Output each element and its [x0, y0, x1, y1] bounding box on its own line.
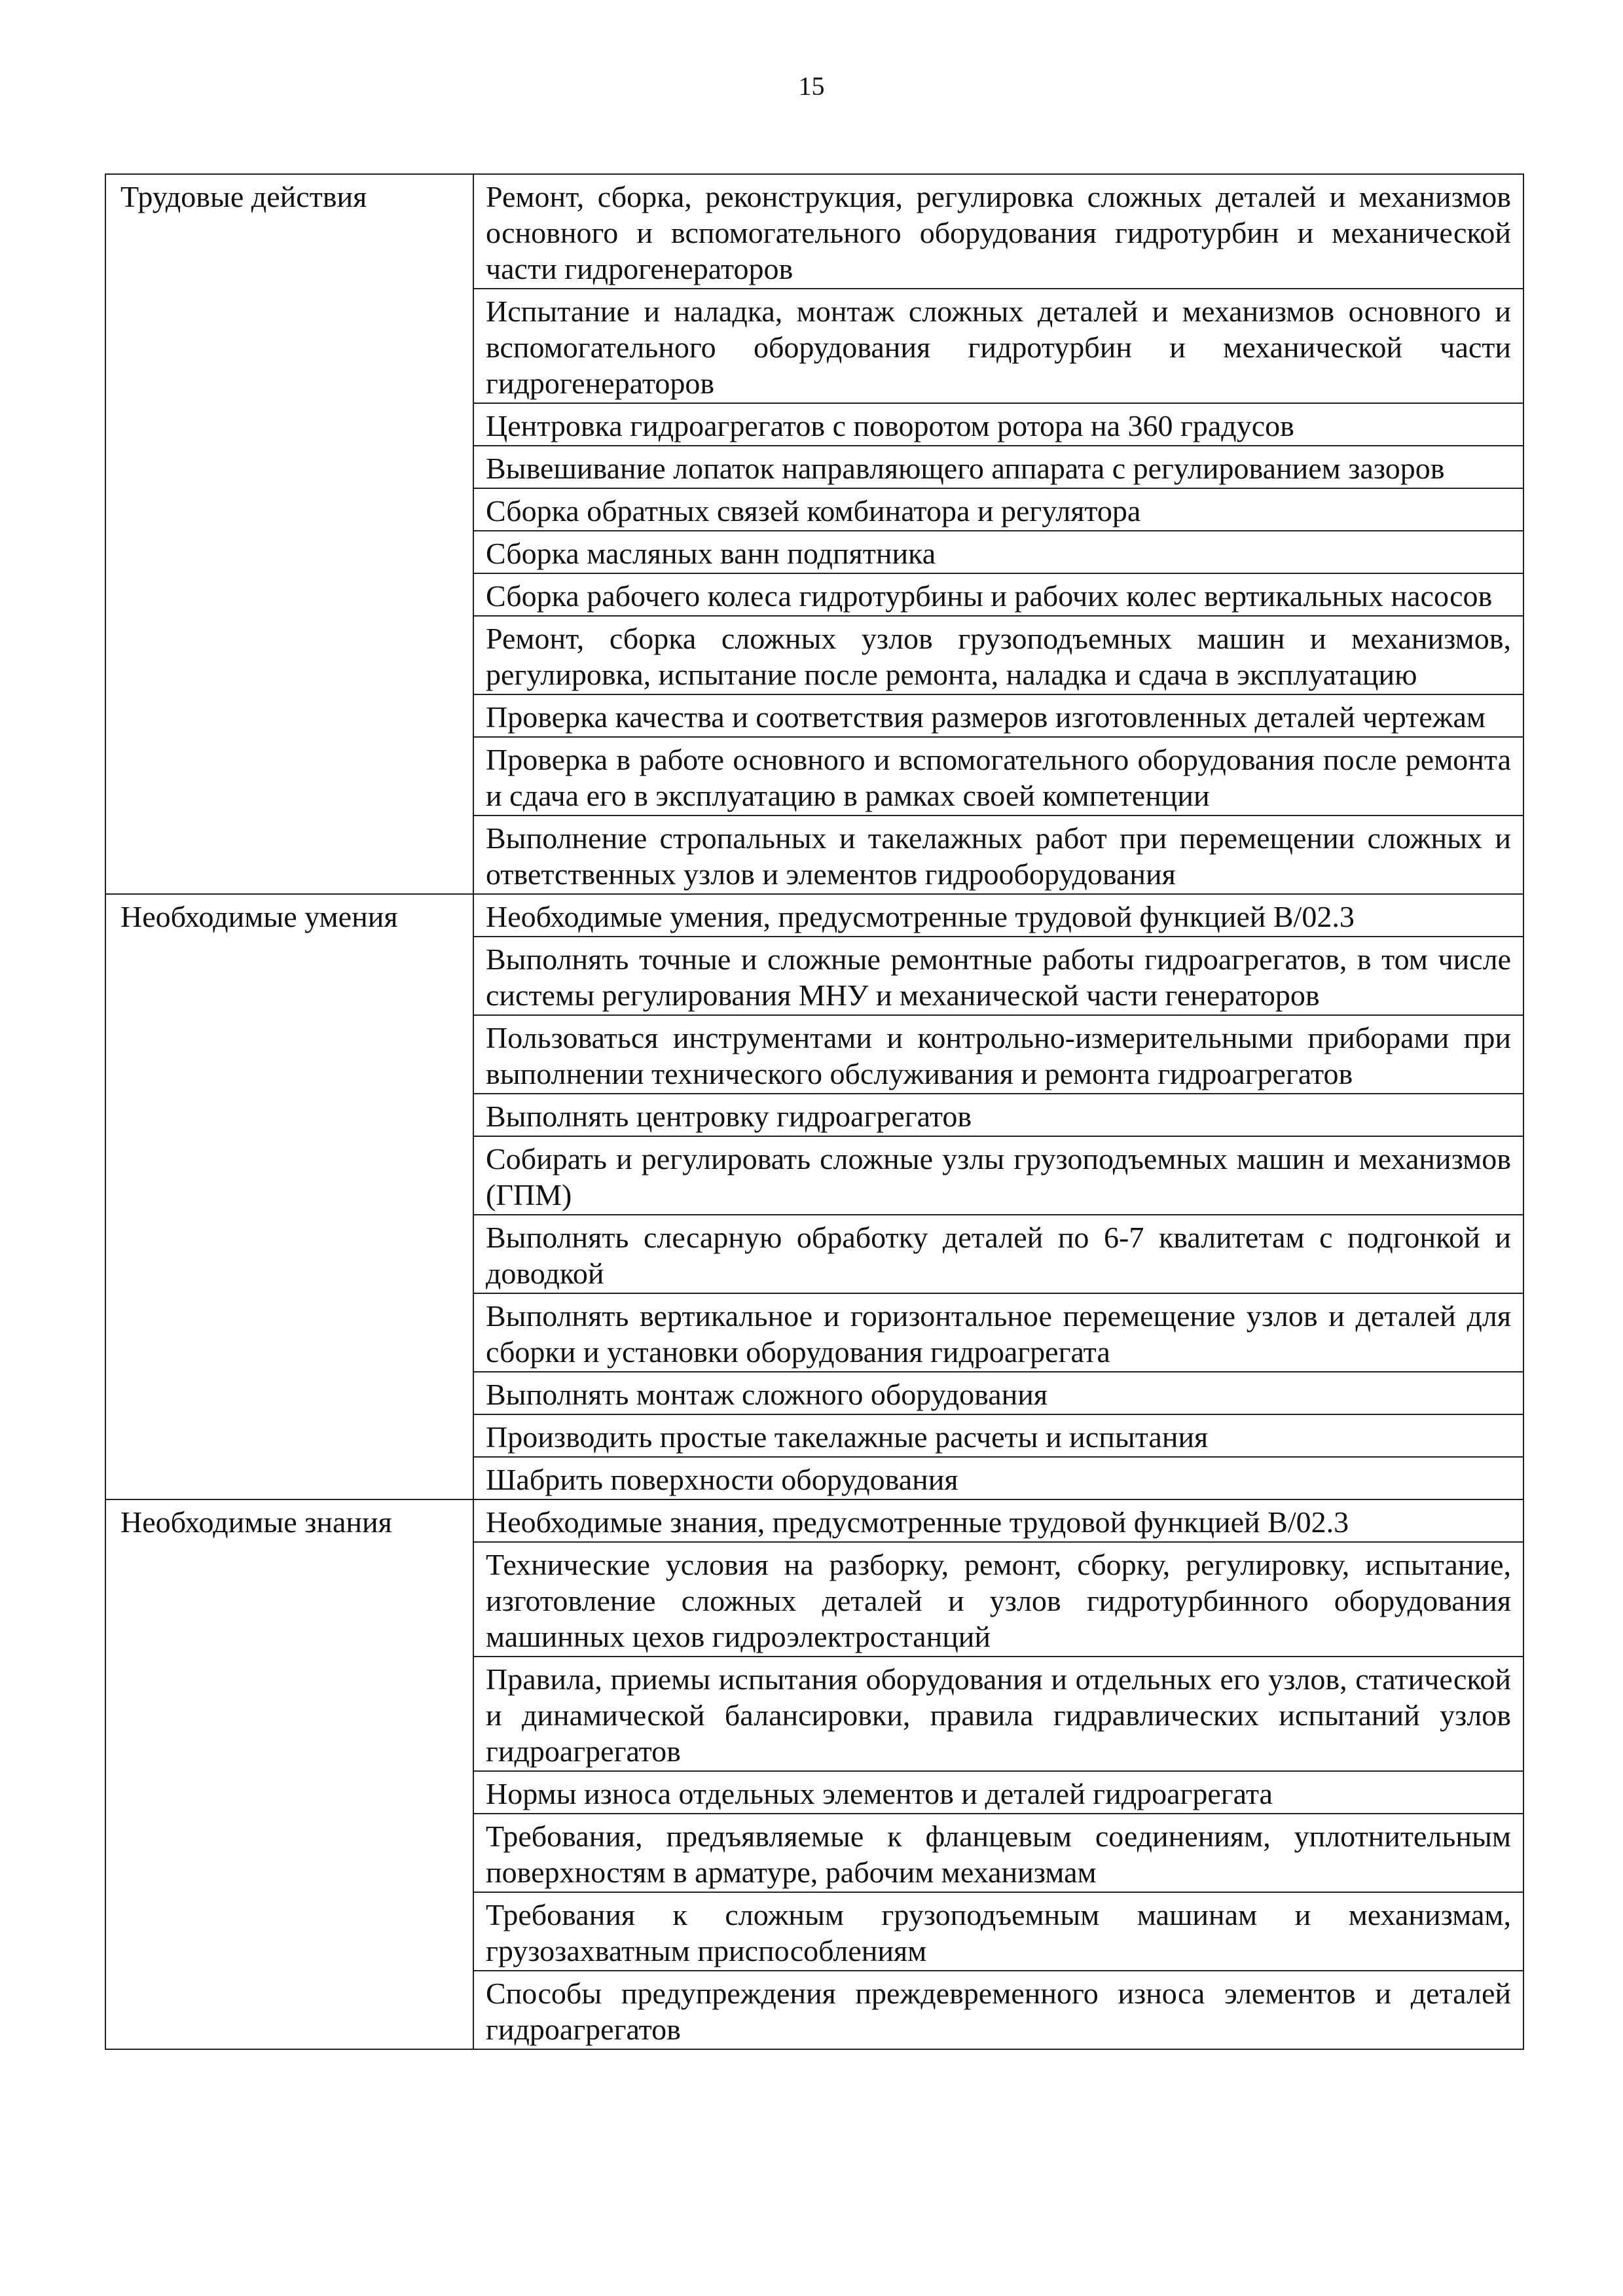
section-item: Необходимые знания, предусмотренные трудовой функцией В/02.3 [473, 1499, 1523, 1542]
section-item: Правила, приемы испытания оборудования и отдельных его узлов, статической и динамической балансировки, правила гидравлических испытаний узлов гидроагрегатов [473, 1657, 1523, 1771]
section-item: Требования к сложным грузоподъемным машинам и механизмам, грузозахватным приспособлениям [473, 1892, 1523, 1971]
table-row [105, 894, 1523, 937]
table-body [105, 174, 1523, 2049]
section-item: Собирать и регулировать сложные узлы грузоподъемных машин и механизмов (ГПМ) [473, 1136, 1523, 1215]
table-row [105, 174, 1523, 289]
qualification-table [105, 173, 1524, 2050]
section-item: Сборка обратных связей комбинатора и регулятора [473, 488, 1523, 531]
section-item: Вывешивание лопаток направляющего аппарата с регулированием зазоров [473, 446, 1523, 488]
section-item: Производить простые такелажные расчеты и испытания [473, 1414, 1523, 1457]
section-item: Сборка рабочего колеса гидротурбины и рабочих колес вертикальных насосов [473, 573, 1523, 616]
section-item: Испытание и наладка, монтаж сложных деталей и механизмов основного и вспомогательного оборудования гидротурбин и механической части гидрогенераторов [473, 289, 1523, 403]
section-item: Требования, предъявляемые к фланцевым соединениям, уплотнительным поверхностям в арматуре, рабочим механизмам [473, 1814, 1523, 1892]
section-item: Проверка качества и соответствия размеров изготовленных деталей чертежам [473, 694, 1523, 737]
section-item: Нормы износа отдельных элементов и деталей гидроагрегата [473, 1771, 1523, 1814]
section-item: Ремонт, сборка, реконструкция, регулировка сложных деталей и механизмов основного и вспомогательного оборудования гидротурбин и механической части гидрогенераторов [473, 174, 1523, 289]
section-item: Сборка масляных ванн подпятника [473, 531, 1523, 573]
section-item: Выполнять вертикальное и горизонтальное перемещение узлов и деталей для сборки и установки оборудования гидроагрегата [473, 1293, 1523, 1372]
section-item: Технические условия на разборку, ремонт, сборку, регулировку, испытание, изготовление сложных деталей и узлов гидротурбинного оборудования машинных цехов гидроэлектростанций [473, 1542, 1523, 1657]
section-item: Шабрить поверхности оборудования [473, 1457, 1523, 1499]
page-number: 15 [798, 71, 825, 101]
section-item: Выполнять центровку гидроагрегатов [473, 1094, 1523, 1136]
section-label-required-knowledge: Необходимые знания [105, 1499, 473, 2049]
section-item: Выполнять точные и сложные ремонтные работы гидроагрегатов, в том числе системы регулирования МНУ и механической части генераторов [473, 937, 1523, 1015]
section-label-labor-actions: Трудовые действия [105, 174, 473, 894]
section-item: Выполнять слесарную обработку деталей по 6-7 квалитетам с подгонкой и доводкой [473, 1215, 1523, 1293]
section-item: Необходимые умения, предусмотренные трудовой функцией В/02.3 [473, 894, 1523, 937]
section-item: Выполнять монтаж сложного оборудования [473, 1372, 1523, 1414]
section-item: Пользоваться инструментами и контрольно-измерительными приборами при выполнении технического обслуживания и ремонта гидроагрегатов [473, 1015, 1523, 1094]
section-item: Центровка гидроагрегатов с поворотом ротора на 360 градусов [473, 403, 1523, 446]
section-item: Способы предупреждения преждевременного износа элементов и деталей гидроагрегатов [473, 1971, 1523, 2049]
section-item: Выполнение стропальных и такелажных работ при перемещении сложных и ответственных узлов и элементов гидрооборудования [473, 816, 1523, 894]
section-item: Проверка в работе основного и вспомогательного оборудования после ремонта и сдача его в эксплуатацию в рамках своей компетенции [473, 737, 1523, 816]
table-row [105, 1499, 1523, 1542]
section-item: Ремонт, сборка сложных узлов грузоподъемных машин и механизмов, регулировка, испытание после ремонта, наладка и сдача в эксплуатацию [473, 616, 1523, 694]
section-label-required-skills: Необходимые умения [105, 894, 473, 1499]
